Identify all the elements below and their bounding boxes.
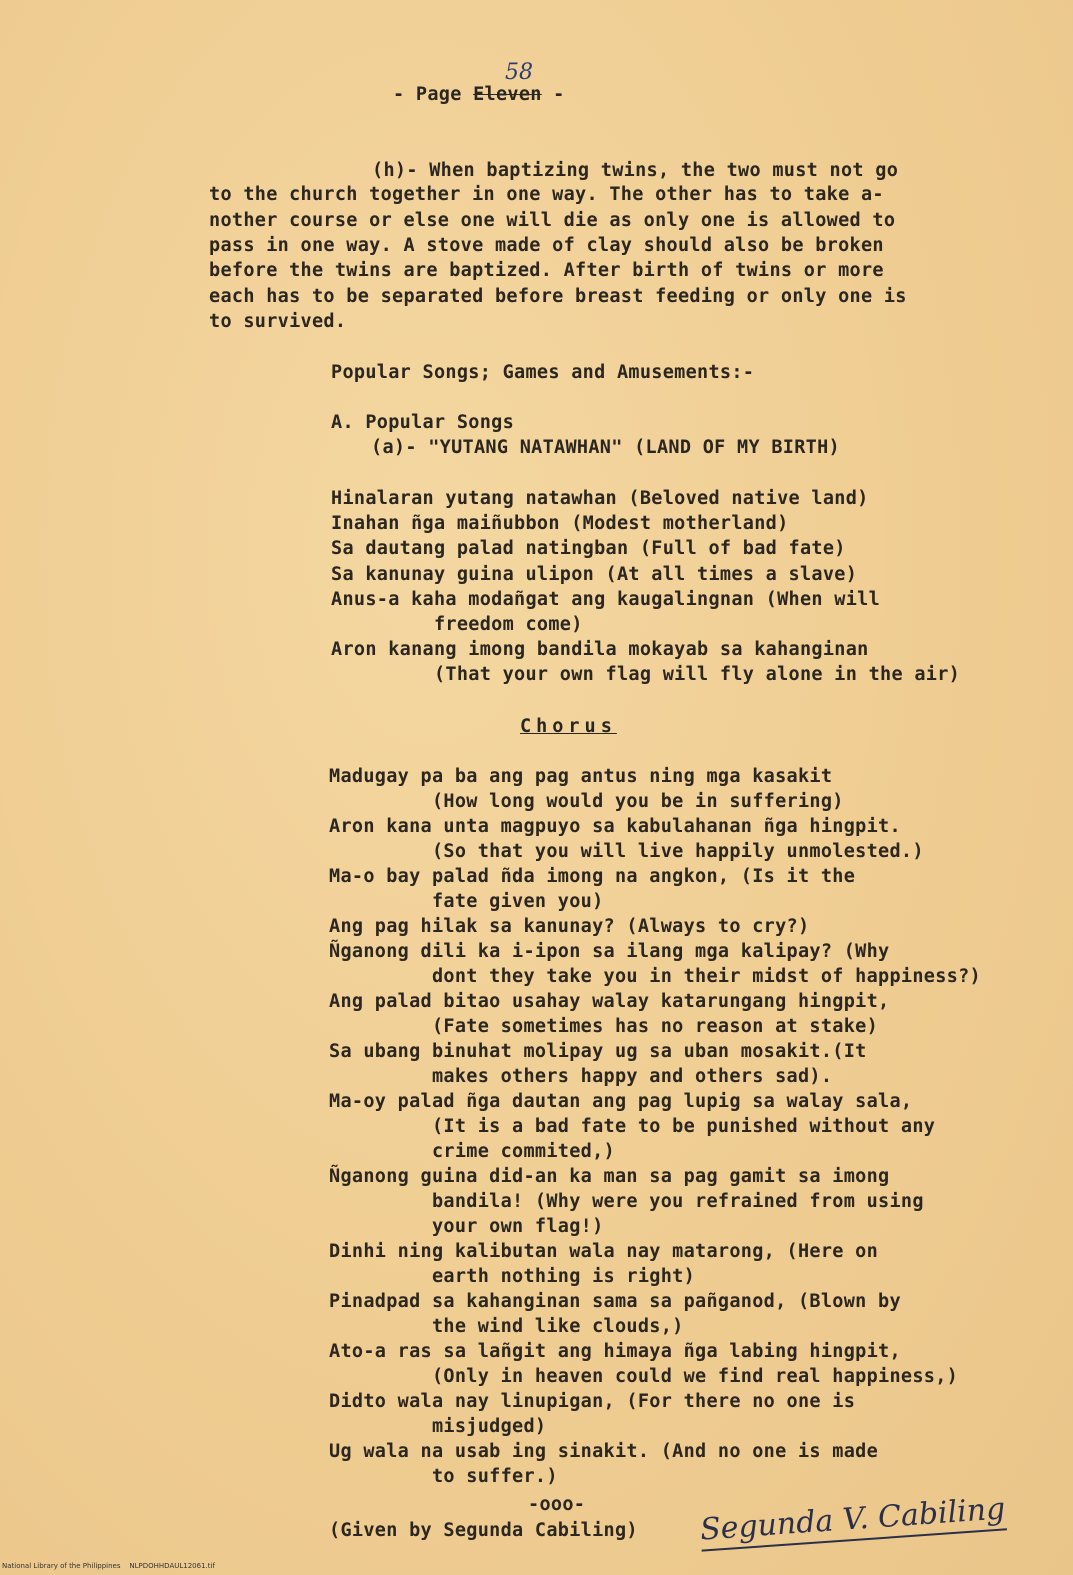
- chorus-line: Madugay pa ba ang pag antus ning mga kasakit: [329, 766, 833, 787]
- chorus-line: bandila! (Why were you refrained from using: [329, 1191, 924, 1212]
- chorus-line: Dinhi ning kalibutan wala nay matarong, (Here on: [329, 1241, 879, 1262]
- verse-line: (That your own flag will fly alone in the air): [331, 664, 961, 685]
- section-heading: Popular Songs; Games and Amusements:-: [331, 362, 755, 383]
- chorus-line: crime commited,): [329, 1141, 615, 1162]
- chorus-line: (It is a bad fate to be punished without any: [329, 1116, 936, 1137]
- intro-line: pass in one way. A stove made of clay should also be broken: [209, 235, 884, 256]
- page-header-suffix: -: [541, 84, 565, 105]
- chorus-line: Ato-a ras sa lañgit ang himaya ñga labing hingpit,: [329, 1341, 901, 1362]
- chorus-line: your own flag!): [329, 1216, 604, 1237]
- chorus-title: Chorus: [520, 716, 617, 737]
- chorus-line: (Only in heaven could we find real happiness,): [329, 1366, 959, 1387]
- intro-line: to survived.: [209, 311, 347, 332]
- verse-line: Anus-a kaha modañgat ang kaugalingnan (When will: [331, 589, 881, 610]
- verse-line: Hinalaran yutang natawhan (Beloved native land): [331, 488, 869, 509]
- intro-line: to the church together in one way. The other has to take a-: [209, 184, 884, 205]
- chorus-line: Ang pag hilak sa kanunay? (Always to cry?): [329, 916, 810, 937]
- song-title: (a)- "YUTANG NATAWHAN" (LAND OF MY BIRTH): [371, 437, 840, 458]
- chorus-line: Pinadpad sa kahanginan sama sa pañganod, (Blown by: [329, 1291, 901, 1312]
- scan-footer: National Library of the Philippines NLPDOHHDAUL12061.tif: [2, 1562, 215, 1570]
- page-header: [393, 84, 565, 106]
- chorus-line: Ang palad bitao usahay walay katarungang hingpit,: [329, 991, 890, 1012]
- verse-line: Inahan ñga maiñubbon (Modest motherland): [331, 513, 789, 534]
- verse-line: Sa dautang palad natingban (Full of bad fate): [331, 538, 846, 559]
- chorus-line: Didto wala nay linupigan, (For there no one is: [329, 1391, 856, 1412]
- verse-line: Aron kanang imong bandila mokayab sa kahanginan: [331, 639, 869, 660]
- chorus-line: Ñganong dili ka i-ipon sa ilang mga kalipay? (Why: [329, 941, 890, 962]
- chorus-line: makes others happy and others sad).: [329, 1066, 833, 1087]
- page-header-prefix: - Page: [393, 84, 474, 105]
- end-mark: -ooo-: [528, 1494, 586, 1515]
- chorus-line: (So that you will live happily unmolested.): [329, 841, 924, 862]
- struck-page-word: Eleven: [473, 84, 542, 105]
- intro-line: each has to be separated before breast feeding or only one is: [209, 286, 907, 307]
- intro-line: nother course or else one will die as only one is allowed to: [209, 210, 896, 231]
- credit-line: (Given by Segunda Cabiling): [329, 1520, 638, 1541]
- intro-line: (h)- When baptizing twins, the two must not go: [372, 160, 899, 181]
- chorus-line: Ma-o bay palad ñda imong na angkon, (Is it the: [329, 866, 856, 887]
- chorus-line: earth nothing is right): [329, 1266, 696, 1287]
- chorus-line: Ug wala na usab ing sinakit. (And no one is made: [329, 1441, 879, 1462]
- intro-line: before the twins are baptized. After birth of twins or more: [209, 260, 884, 281]
- handwritten-page-number: 58: [505, 60, 533, 85]
- chorus-line: (How long would you be in suffering): [329, 791, 844, 812]
- chorus-line: fate given you): [329, 891, 604, 912]
- verse-line: Sa kanunay guina ulipon (At all times a slave): [331, 564, 858, 585]
- chorus-line: Sa ubang binuhat molipay ug sa uban mosakit.(It: [329, 1041, 867, 1062]
- chorus-line: Aron kana unta magpuyo sa kabulahanan ñga hingpit.: [329, 816, 901, 837]
- chorus-line: to suffer.): [329, 1466, 558, 1487]
- chorus-line: (Fate sometimes has no reason at stake): [329, 1016, 879, 1037]
- chorus-line: the wind like clouds,): [329, 1316, 684, 1337]
- verse-line: freedom come): [331, 614, 583, 635]
- handwritten-signature: Segunda V. Cabiling: [699, 1491, 1007, 1551]
- chorus-line: misjudged): [329, 1416, 547, 1437]
- chorus-line: Ma-oy palad ñga dautan ang pag lupig sa walay sala,: [329, 1091, 913, 1112]
- chorus-line: dont they take you in their midst of happiness?): [329, 966, 981, 987]
- subheading-popular-songs: A. Popular Songs: [331, 412, 515, 433]
- chorus-line: Ñganong guina did-an ka man sa pag gamit sa imong: [329, 1166, 890, 1187]
